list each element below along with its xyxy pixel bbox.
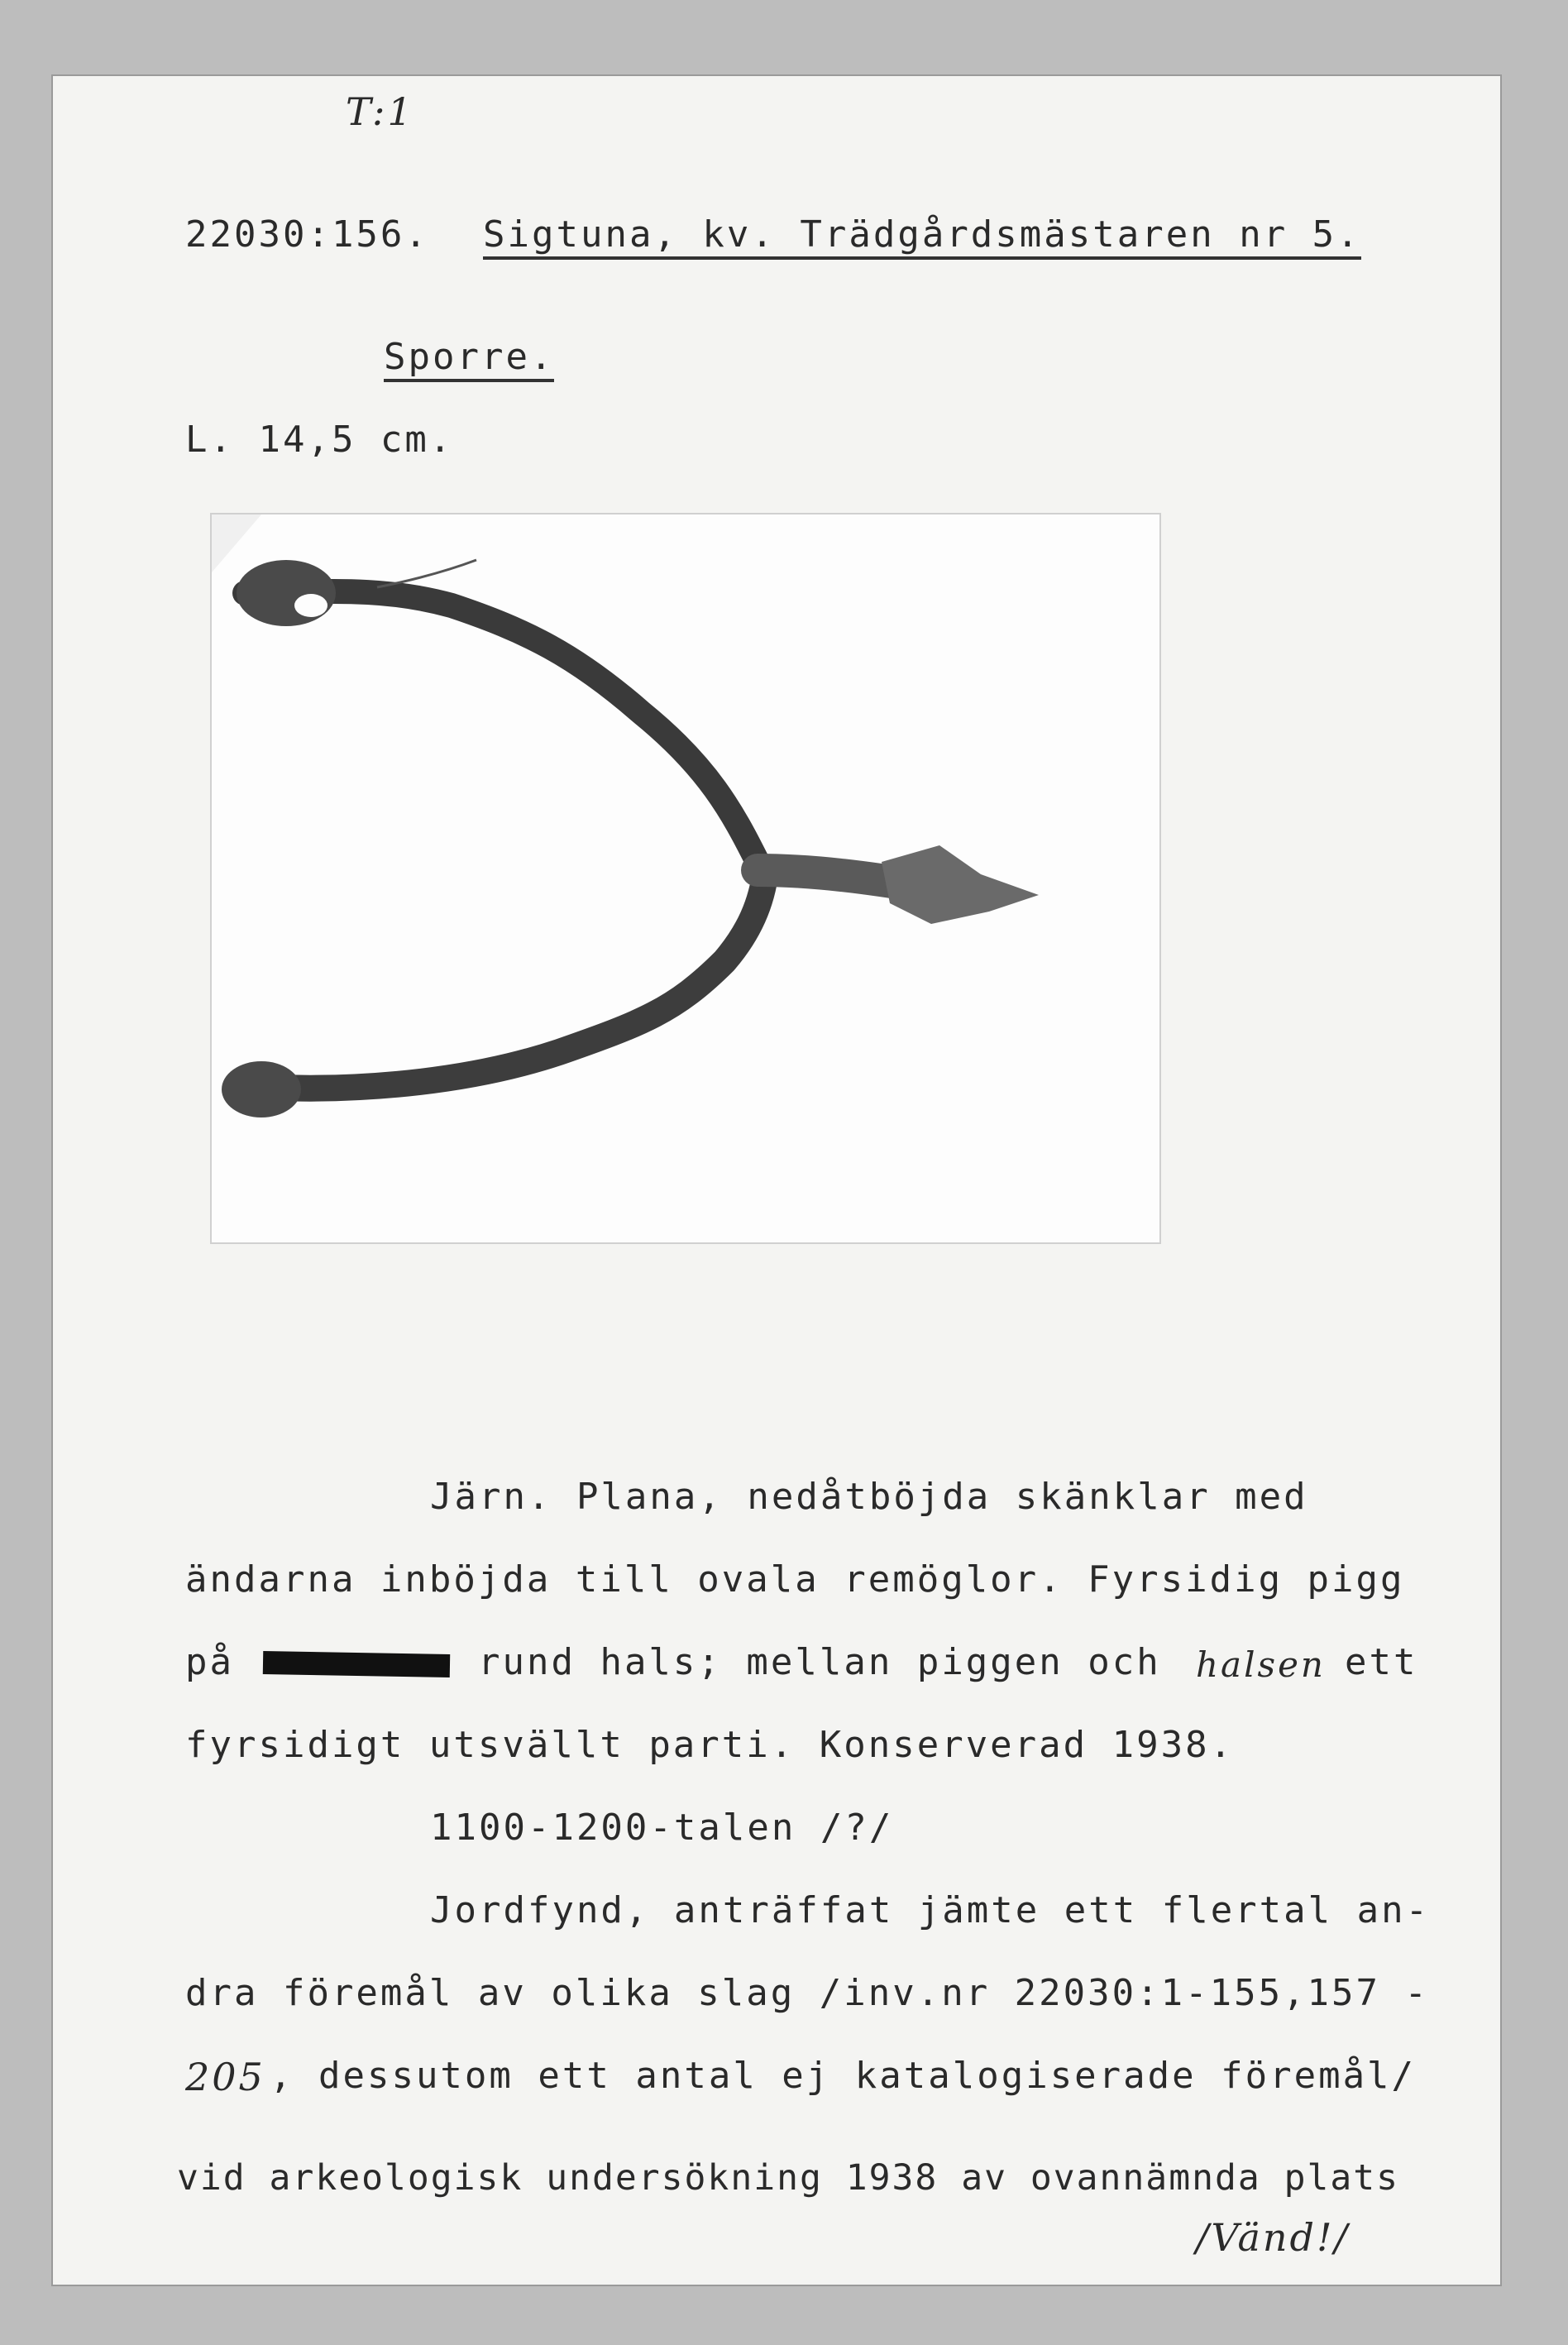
spur-photo (210, 513, 1161, 1244)
find-location: Sigtuna, kv. Trädgårdsmästaren nr 5. (483, 217, 1361, 260)
desc-line-7: dra föremål av olika slag /inv.nr 22030:1-155,157 - (185, 1972, 1430, 2014)
desc-line-9: vid arkeologisk undersökning 1938 av ovannämnda plats (177, 2157, 1400, 2199)
dating: 1100-1200-talen /?/ (430, 1807, 894, 1849)
desc-line-6: Jordfynd, anträffat jämte ett flertal an- (430, 1889, 1431, 1931)
struck-out-word (263, 1651, 450, 1677)
handwritten-halsen: halsen (1196, 1644, 1326, 1685)
spur-image (212, 514, 1159, 1242)
desc-line-3c: ett (1345, 1641, 1418, 1683)
handwritten-205: 205 (185, 2055, 265, 2099)
desc-line-2: ändarna inböjda till ovala remöglor. Fyrsidig pigg (185, 1558, 1405, 1601)
desc-line-1: Järn. Plana, nedåtböjda skänklar med (430, 1476, 1308, 1518)
inventory-number: 22030:156. (185, 213, 429, 256)
object-name: Sporre. (384, 339, 554, 382)
desc-line-8: , dessutom ett antal ej katalogiserade föremål/ (270, 2055, 1417, 2097)
turn-over-note: /Vänd!/ (1196, 2215, 1350, 2260)
desc-line-3b: rund hals; mellan piggen och (478, 1641, 1161, 1683)
object-length: L. 14,5 cm. (185, 419, 454, 461)
corner-mark: T:1 (346, 89, 414, 134)
desc-line-3a: på (185, 1641, 234, 1683)
desc-line-4: fyrsidigt utsvällt parti. Konserverad 1938. (185, 1724, 1235, 1766)
